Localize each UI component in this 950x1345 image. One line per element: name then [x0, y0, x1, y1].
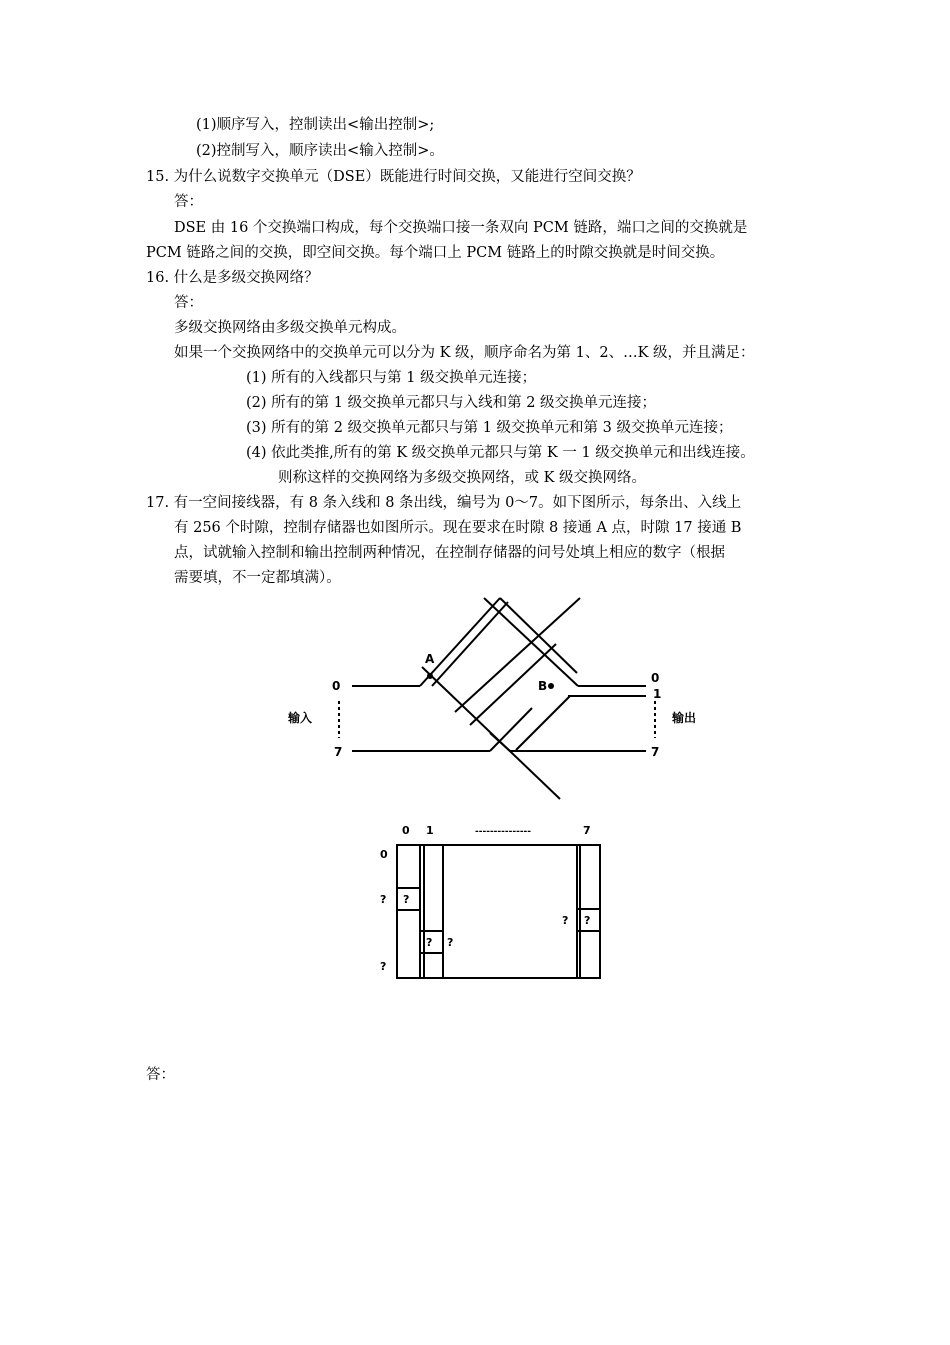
answer-label: 答： [146, 1067, 175, 1083]
text-line: (2) 所有的第 1 级交换单元都只与入线和第 2 级交换单元连接； [246, 395, 657, 411]
text-line: 需要填，不一定都填满）。 [174, 570, 341, 586]
question-17: 17. 有一空间接线器，有 8 条入线和 8 条出线，编号为 0～7。如下图所示，每条出、入线上 [146, 495, 742, 511]
input-0-label: 0 [332, 679, 341, 693]
text-line: 如果一个交换网络中的交换单元可以分为 K 级，顺序命名为第 1、2、…K 级，并且满足： [174, 345, 755, 361]
text-line: (1) 所有的入线都只与第 1 级交换单元连接； [246, 370, 537, 386]
col-0-label: 0 [402, 824, 410, 837]
col-7-label: 7 [583, 824, 591, 837]
text-line: 则称这样的交换网络为多级交换网络，或 K 级交换网络。 [278, 470, 647, 486]
cell-q-col7: ? [584, 914, 591, 927]
point-a-label: A [425, 652, 435, 666]
text-line: (3) 所有的第 2 级交换单元都只与第 1 级交换单元和第 3 级交换单元连接； [246, 420, 733, 436]
output-1-label: 1 [653, 687, 662, 701]
row-q1-label: ? [380, 893, 387, 906]
text-line: 点，试就输入控制和输出控制两种情况，在控制存储器的问号处填上相应的数字（根据 [174, 545, 725, 561]
text-line: 多级交换网络由多级交换单元构成。 [174, 320, 406, 336]
input-7-label: 7 [334, 745, 343, 759]
answer-label: 答： [174, 295, 203, 311]
row-0-label: 0 [380, 848, 388, 861]
text-line: PCM 链路之间的交换，即空间交换。每个端口上 PCM 链路上的时隙交换就是时间交换。 [146, 245, 725, 261]
row-q2-label: ? [380, 960, 387, 973]
left-q-col7: ? [562, 914, 569, 927]
col-dots-label: --------------- [475, 827, 532, 837]
cell-q-col0: ? [403, 893, 410, 906]
output-7-label: 7 [651, 745, 660, 759]
control-memory-frame [397, 845, 600, 978]
output-side-label: 输出 [672, 711, 697, 725]
point-b-label: B [538, 679, 548, 693]
question-16: 16. 什么是多级交换网络？ [146, 270, 319, 286]
question-15: 15. 为什么说数字交换单元（DSE）既能进行时间交换，又能进行空间交换？ [146, 169, 641, 185]
output-0-label: 0 [651, 671, 660, 685]
text-line: (1)顺序写入，控制读出<输出控制>; [196, 117, 435, 133]
cell-q-col1: ? [426, 936, 433, 949]
col-1-label: 1 [426, 824, 434, 837]
answer-label: 答： [174, 194, 203, 210]
text-line: DSE 由 16 个交换端口构成，每个交换端口接一条双向 PCM 链路，端口之间的交换就是 [174, 220, 748, 236]
input-side-label: 输入 [288, 711, 313, 725]
text-line: 有 256 个时隙，控制存储器也如图所示。现在要求在时隙 8 接通 A 点，时隙 17 接通 B [174, 520, 742, 536]
right-q-col1: ? [447, 936, 454, 949]
text-line: (2)控制写入，顺序读出<输入控制>。 [196, 143, 444, 159]
text-line: (4) 依此类推,所有的第 K 级交换单元都只与第 K 一 1 级交换单元和出线连接。 [246, 445, 755, 461]
